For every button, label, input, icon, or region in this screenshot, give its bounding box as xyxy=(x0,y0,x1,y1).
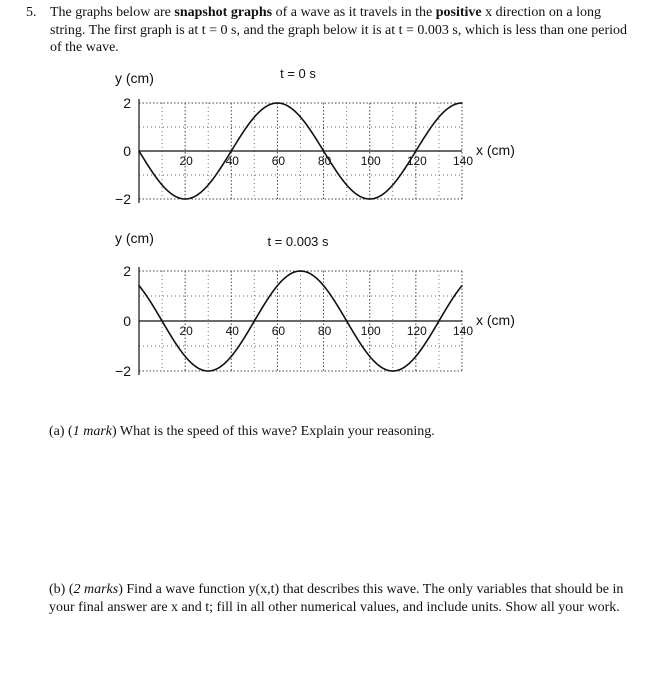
chart1-x-axis-label: x (cm) xyxy=(476,142,515,158)
chart2-x-tick-label: 100 xyxy=(360,324,381,338)
part-a-text: ) What is the speed of this wave? Explain your reasoning. xyxy=(111,424,435,439)
chart2-data-point xyxy=(438,320,440,322)
part-b xyxy=(49,581,624,616)
chart2-data-point xyxy=(392,370,394,372)
chart1-y-tick-label: 2 xyxy=(123,95,131,111)
chart2-title: t = 0.003 s xyxy=(267,234,329,249)
chart1-data-point xyxy=(138,150,140,152)
chart2-data-point xyxy=(161,320,163,322)
part-b-marks: 2 marks xyxy=(73,582,119,597)
chart2-y-axis-label: y (cm) xyxy=(115,230,154,246)
question-number: 5. xyxy=(26,5,37,20)
chart1-data-point xyxy=(415,150,417,152)
intro-bold-1: snapshot graphs xyxy=(174,5,273,20)
chart1-x-tick-label: 80 xyxy=(317,154,332,168)
chart1-x-tick-label: 140 xyxy=(452,154,474,168)
chart2-x-tick-label: 60 xyxy=(271,324,286,338)
chart2-x-tick-label: 20 xyxy=(179,324,193,338)
chart1-data-point xyxy=(184,198,186,200)
chart2-y-tick-label: −2 xyxy=(115,363,131,379)
chart1-data-point xyxy=(277,102,279,104)
chart2-x-tick-label: 140 xyxy=(452,324,474,338)
chart2-x-tick-label: 40 xyxy=(225,324,239,338)
chart1-y-tick-label: 0 xyxy=(123,143,131,159)
chart1-x-tick-label: 120 xyxy=(406,154,427,168)
chart1-x-tick-label: 40 xyxy=(225,154,239,168)
chart2-data-point xyxy=(346,320,348,322)
part-a xyxy=(49,424,435,440)
chart1-y-tick-label: −2 xyxy=(115,191,131,207)
chart1-data-point xyxy=(369,198,371,200)
intro-text-2: of a wave as it travels in the xyxy=(272,5,436,20)
chart2-y-tick-label: 2 xyxy=(123,263,131,279)
chart2-x-tick-label: 120 xyxy=(406,324,427,338)
chart1-x-tick-label: 60 xyxy=(271,154,286,168)
chart1-data-point xyxy=(230,150,232,152)
intro-bold-2: positive xyxy=(435,5,482,20)
chart2-data-point xyxy=(300,270,302,272)
chart2-x-tick-label: 80 xyxy=(317,324,332,338)
chart1-x-tick-label: 20 xyxy=(179,154,193,168)
intro-text-3: x direction on a long string. The first graph is at t = 0 s, and the graph below it is at t = 0.003 s, which is less than one period of the wave. xyxy=(50,5,628,55)
chart1-y-axis-label: y (cm) xyxy=(115,70,154,86)
chart1-title: t = 0 s xyxy=(280,66,316,81)
part-a-label: (a) ( xyxy=(49,424,73,439)
part-b-text: ) Find a wave function y(x,t) that describes this wave. The only variables that should be in your final answer are x and t; fill in all other numerical values, and include units. Show all your work. xyxy=(49,582,624,615)
chart2-data-point xyxy=(138,285,140,287)
intro-text-1: The graphs below are xyxy=(50,5,175,20)
part-b-label: (b) ( xyxy=(49,582,74,597)
chart1-x-tick-label: 100 xyxy=(360,154,381,168)
chart2-data-point xyxy=(207,370,209,372)
part-a-marks: 1 mark xyxy=(72,424,112,439)
chart1-data-point xyxy=(323,150,325,152)
chart1-data-point xyxy=(461,102,463,104)
chart2-x-axis-label: x (cm) xyxy=(476,312,515,328)
chart2-y-tick-label: 0 xyxy=(123,313,131,329)
chart2-data-point xyxy=(254,320,256,322)
chart2-data-point xyxy=(461,285,463,287)
